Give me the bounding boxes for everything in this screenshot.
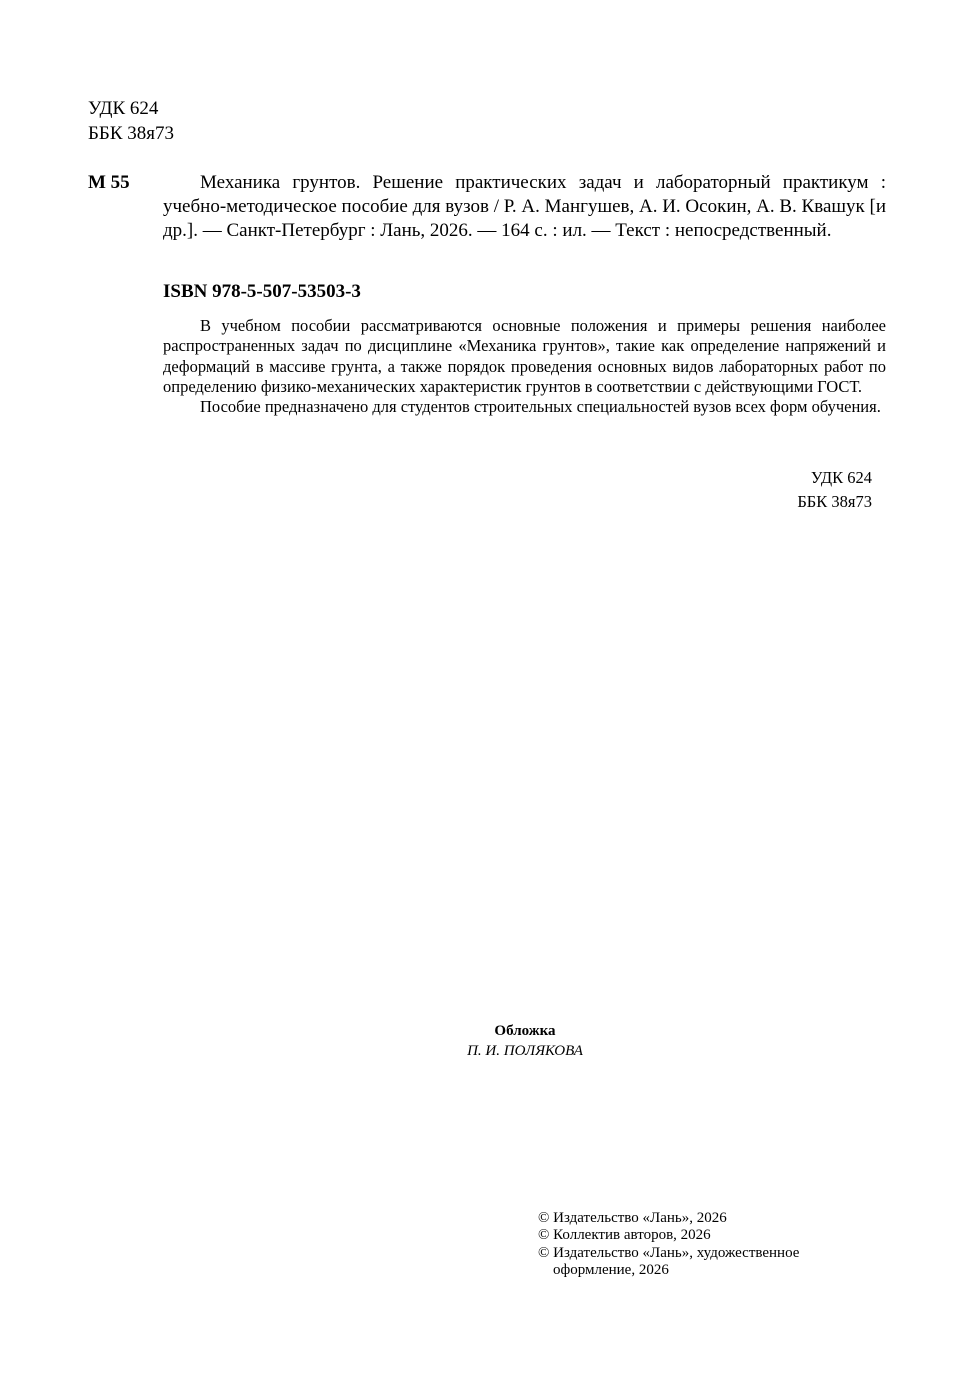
annotation: [163, 316, 886, 417]
udk-code-right: УДК 624: [810, 468, 872, 487]
classification-codes-top: [88, 96, 174, 146]
annotation-paragraph-2: Пособие предназначено для студентов строительных специальностей вузов всех форм обучения.: [200, 397, 881, 417]
copyright-line-3-continuation: оформление, 2026: [553, 1261, 669, 1278]
copyright-block: [538, 1210, 868, 1279]
author-sign: М 55: [88, 172, 130, 193]
udk-code: УДК 624: [88, 98, 159, 119]
copyright-line-1: © Издательство «Лань», 2026: [538, 1210, 727, 1226]
classification-codes-bottom: [700, 466, 872, 514]
copyright-line-2: © Коллектив авторов, 2026: [538, 1227, 711, 1244]
cover-credit-name: П. И. ПОЛЯКОВА: [467, 1043, 583, 1059]
bbk-code-right: ББК 38я73: [797, 492, 872, 511]
annotation-paragraph-1: В учебном пособии рассматриваются основные положения и примеры решения наиболее распространенных задач по дисциплине «Механика грунтов», такие как определение напряжений и деформаций в массиве грунта, а также порядок проведения основных видов лабораторных работ по определению физико-механических характеристик грунтов в соответствии с действующими ГОСТ.: [163, 316, 886, 396]
cover-credit-title: Обложка: [494, 1023, 556, 1039]
bibliographic-description: Механика грунтов. Решение практических задач и лабораторный практикум : учебно-методическое пособие для вузов / Р. А. Мангушев, А. И. Осокин, А. В. Квашук [и др.]. — Санкт-Петербург : Лань, 2026. — 164 с. : ил. — Текст : непосредственный.: [163, 172, 886, 241]
cover-credit: [380, 1021, 670, 1061]
bbk-code: ББК 38я73: [88, 123, 174, 144]
copyright-line-3: © Издательство «Лань», художественное: [538, 1244, 800, 1261]
isbn: ISBN 978-5-507-53503-3: [163, 281, 361, 302]
